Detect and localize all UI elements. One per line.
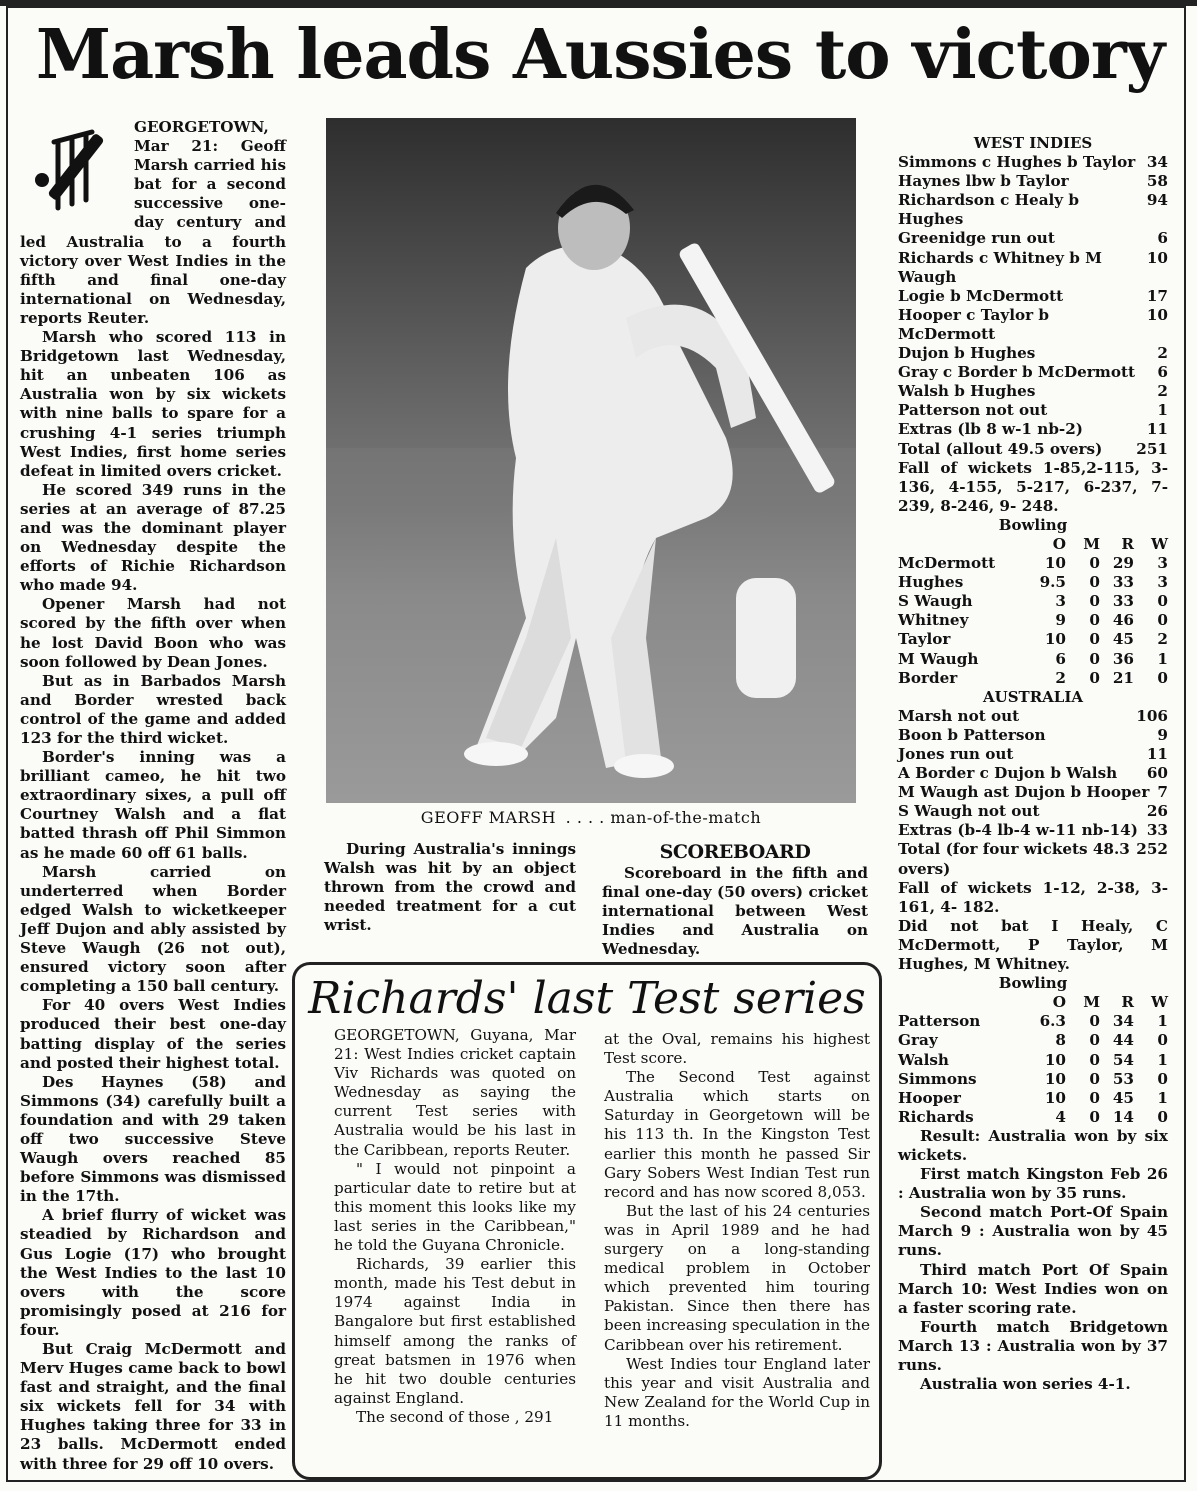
batting-row <box>898 401 1168 420</box>
runs-value: 11 <box>1146 745 1168 763</box>
sidebar-paragraph: " I would not pinpoint a particular date to retire but at this moment this looks like my last series in the Caribbean," he told the Guyana Chronicle. <box>334 1159 576 1255</box>
did-not-bat: Did not bat I Healy, C McDermott, P Taylor, M Hughes, M Whitney. <box>898 916 1168 974</box>
story-paragraph: Opener Marsh had not scored by the fifth over when he lost David Boon who was soon followed by Dean Jones. <box>20 595 286 671</box>
batsman-entry: Richardson c Healy b Hughes <box>898 191 1080 229</box>
bowling-figure: 10 <box>1044 1050 1066 1069</box>
bowling-figure: 6.3 <box>1039 1012 1066 1031</box>
bowling-figure: 0 <box>1089 1031 1100 1050</box>
runs-value: 6 <box>1157 229 1168 248</box>
scoreboard-intro <box>602 840 868 959</box>
bowling-figure: 54 <box>1112 1050 1134 1069</box>
photo-caption <box>326 808 856 827</box>
caption-dots: . . . . <box>565 808 605 827</box>
bowling-figure: 21 <box>1112 668 1134 687</box>
sidebar-paragraph: But the last of his 24 centuries was in April 1989 and he had surgery on a long-standing medical problem in October which prevented him touring Pakistan. Since then there has been increasing speculation in the Caribbean over his retirement. <box>604 1201 870 1354</box>
batting-row <box>898 440 1168 459</box>
batting-row <box>898 707 1168 726</box>
batting-row <box>898 420 1168 439</box>
bowling-figure: 0 <box>1157 611 1168 630</box>
bowling-figure: 44 <box>1112 1031 1134 1050</box>
main-story-column <box>20 118 286 1474</box>
bowling-figure: 0 <box>1089 649 1100 668</box>
batting-row <box>898 172 1168 191</box>
runs-value: 1 <box>1157 401 1168 420</box>
story-paragraph: GEORGETOWN, Mar 21: Geoff Marsh carried his bat for a second successive one-day century and led Australia to a fourth victory over West Indies in the fifth and final one-day international on Wednesday, reports Reuter. <box>20 118 286 327</box>
bowling-col-header: R <box>1121 534 1134 553</box>
bowling-row <box>898 1031 1168 1050</box>
runs-value: 106 <box>1136 706 1168 725</box>
bowler-name: Patterson <box>898 1012 981 1031</box>
bowling-figure: 0 <box>1089 1012 1100 1031</box>
bowling-figure: 1 <box>1157 1050 1168 1069</box>
batsman-entry: M Waugh ast Dujon b Hooper <box>898 783 1150 802</box>
bowling-row <box>898 1089 1168 1108</box>
runs-value: 10 <box>1146 248 1168 267</box>
bowling-header-row <box>898 993 1168 1012</box>
bowling-col-header: W <box>1150 534 1168 553</box>
bowling-header-row <box>898 535 1168 554</box>
batsman-photo-image <box>326 118 856 803</box>
story-paragraph: Marsh who scored 113 in Bridgetown last Wednesday, hit an unbeaten 106 as Australia won by six wickets with nine balls to spare for a crushing 4-1 series triumph West Indies, first home series defeat in limited overs cricket. <box>20 328 286 480</box>
runs-value: 2 <box>1157 344 1168 363</box>
batting-row <box>898 745 1168 764</box>
batsman-entry: S Waugh not out <box>898 802 1040 821</box>
batsman-entry: Hooper c Taylor b McDermott <box>898 305 1050 343</box>
bowler-name: Walsh <box>898 1050 949 1069</box>
bowling-figure: 0 <box>1089 592 1100 611</box>
bowling-figure: 10 <box>1044 554 1066 573</box>
main-story-continued <box>324 840 576 935</box>
bowling-figure: 0 <box>1089 668 1100 687</box>
match-result: Second match Port-Of Spain March 9 : Australia won by 45 runs. <box>898 1203 1168 1260</box>
batting-row <box>898 726 1168 745</box>
bowling-row <box>898 554 1168 573</box>
bowling-figure: 6 <box>1055 649 1066 668</box>
caption-role: man-of-the-match <box>610 808 762 827</box>
sidebar-paragraph: West Indies tour England later this year and visit Australia and New Zealand for the World Cup in 11 months. <box>604 1354 870 1430</box>
runs-value: 7 <box>1157 783 1168 802</box>
bowling-figure: 45 <box>1112 630 1134 649</box>
bowling-figure: 0 <box>1089 1050 1100 1069</box>
bowling-figure: 0 <box>1157 1069 1168 1088</box>
bowling-col-header: M <box>1083 993 1100 1012</box>
batting-row <box>898 840 1168 878</box>
bowling-figure: 53 <box>1112 1069 1134 1088</box>
bowling-figure: 29 <box>1112 554 1134 573</box>
bowling-figure: 33 <box>1112 573 1134 592</box>
bowler-name: Hooper <box>898 1088 961 1107</box>
batting-row <box>898 153 1168 172</box>
player-photo <box>326 118 856 803</box>
bowling-row <box>898 1070 1168 1089</box>
headline: Marsh leads Aussies to victory <box>35 15 1165 95</box>
bowling-figure: 3 <box>1055 592 1066 611</box>
bowling-figure: 0 <box>1089 1107 1100 1126</box>
batsman-entry: Jones run out <box>898 745 1014 763</box>
bowling-figure: 4 <box>1055 1107 1066 1126</box>
bowling-figure: 14 <box>1112 1107 1134 1126</box>
bowling-figure: 9.5 <box>1039 573 1066 592</box>
bowling-figure: 0 <box>1089 630 1100 649</box>
batsman-entry: Walsh b Hughes <box>898 382 1036 401</box>
bowling-row <box>898 573 1168 592</box>
runs-value: 9 <box>1157 725 1168 744</box>
bowling-figure: 34 <box>1112 1012 1134 1031</box>
bowler-name: McDermott <box>898 554 996 573</box>
aus-batting-heading: AUSTRALIA <box>982 687 1084 706</box>
bowling-figure: 1 <box>1157 1012 1168 1031</box>
bowler-name: Simmons <box>898 1069 977 1088</box>
bowling-figure: 1 <box>1157 1088 1168 1107</box>
aus-fall-of-wickets: Fall of wickets 1-12, 2-38, 3-161, 4- 182. <box>898 878 1168 916</box>
runs-value: 252 <box>1136 840 1168 859</box>
sidebar-paragraph: at the Oval, remains his highest Test score. <box>604 1030 870 1068</box>
batting-row <box>898 802 1168 821</box>
bowling-row <box>898 630 1168 649</box>
bowling-figure: 9 <box>1055 611 1066 630</box>
batsman-entry: Marsh not out <box>898 706 1020 725</box>
bowling-row <box>898 650 1168 669</box>
bowling-row <box>898 592 1168 611</box>
batting-row <box>898 249 1168 287</box>
batting-row <box>898 287 1168 306</box>
wi-bowling-table <box>898 993 1168 1127</box>
bowling-figure: 0 <box>1089 554 1100 573</box>
batsman-entry: Greenidge run out <box>898 229 1055 248</box>
wi-fall-of-wickets: Fall of wickets 1-85,2-115, 3-136, 4-155, 5-217, 6-237, 7-239, 8-246, 9- 248. <box>898 458 1168 515</box>
scoreboard-column <box>898 134 1168 1394</box>
runs-value: 33 <box>1146 821 1168 840</box>
batsman-entry: Simmons c Hughes b Taylor <box>898 153 1136 172</box>
bowling-figure: 33 <box>1112 592 1134 611</box>
aus-batting-list <box>898 707 1168 879</box>
runs-value: 26 <box>1146 802 1168 821</box>
bowling-figure: 0 <box>1157 592 1168 611</box>
story-paragraph: Border's inning was a brilliant cameo, he hit two extraordinary sixes, a pull off Courtney Walsh and a flat batted thrash off Phil Simmon as he made 60 off 61 balls. <box>20 748 286 862</box>
sidebar-paragraph: GEORGETOWN, Guyana, Mar 21: West Indies cricket captain Viv Richards was quoted on Wednesday as saying the current Test series with Australia would be his last in the Caribbean, reports Reuter. <box>334 1026 576 1159</box>
match-result: First match Kingston Feb 26 : Australia won by 35 runs. <box>898 1165 1168 1203</box>
batsman-entry: A Border c Dujon b Walsh <box>898 764 1118 783</box>
bowler-header <box>898 535 1032 554</box>
batsman-entry: Total (allout 49.5 overs) <box>898 439 1103 458</box>
bowling-figure: 45 <box>1112 1088 1134 1107</box>
runs-value: 94 <box>1146 191 1168 210</box>
runs-value: 17 <box>1146 286 1168 305</box>
runs-value: 58 <box>1146 172 1168 191</box>
runs-value: 10 <box>1146 305 1168 324</box>
bowling-figure: 36 <box>1112 649 1134 668</box>
bowling-figure: 0 <box>1157 668 1168 687</box>
bowling-figure: 2 <box>1157 630 1168 649</box>
bowler-header <box>898 993 1032 1012</box>
aus-bowling-heading: Bowling <box>998 515 1068 534</box>
bowler-name: Border <box>898 668 958 687</box>
story-paragraph: For 40 overs West Indies produced their best one-day batting display of the series and posted their highest total. <box>20 996 286 1072</box>
batting-row <box>898 783 1168 802</box>
cricket-stumps-icon <box>20 120 124 222</box>
runs-value: 34 <box>1146 153 1168 172</box>
bowling-figure: 0 <box>1157 1031 1168 1050</box>
bowling-row <box>898 1108 1168 1127</box>
story-paragraph: During Australia's innings Walsh was hit by an object thrown from the crowd and needed treatment for a cut wrist. <box>324 840 576 935</box>
runs-value: 6 <box>1157 363 1168 382</box>
sidebar-column-1 <box>334 1026 576 1427</box>
bowler-name: Hughes <box>898 573 964 592</box>
bowling-col-header: O <box>1052 993 1066 1012</box>
bowling-figure: 0 <box>1089 573 1100 592</box>
sidebar-title: Richards' last Test series <box>308 973 866 1024</box>
bowling-row <box>898 1051 1168 1070</box>
story-paragraph: He scored 349 runs in the series at an average of 87.25 and was the dominant player on Wednesday despite the efforts of Richie Richardson who made 94. <box>20 480 286 595</box>
bowling-figure: 0 <box>1089 1088 1100 1107</box>
story-paragraph: But as in Barbados Marsh and Border wrested back control of the game and added 123 for the third wicket. <box>20 671 286 747</box>
bowler-name: S Waugh <box>898 592 973 611</box>
wi-batting-heading: WEST INDIES <box>973 134 1093 152</box>
scoreboard-intro-text: Scoreboard in the fifth and final one-day (50 overs) cricket international between West Indies and Australia on Wednesday. <box>602 864 868 959</box>
bowling-col-header: R <box>1121 993 1134 1012</box>
sidebar-column-2 <box>604 1030 870 1431</box>
bowling-figure: 46 <box>1112 611 1134 630</box>
bowling-figure: 3 <box>1157 554 1168 573</box>
bowling-figure: 0 <box>1089 611 1100 630</box>
runs-value: 11 <box>1146 420 1168 439</box>
batsman-entry: Extras (lb 8 w-1 nb-2) <box>898 420 1083 439</box>
caption-name: GEOFF MARSH <box>420 808 557 827</box>
bowling-row <box>898 669 1168 688</box>
bowling-figure: 0 <box>1157 1107 1168 1126</box>
bowling-col-header: M <box>1083 534 1100 553</box>
runs-value: 60 <box>1146 764 1168 783</box>
batting-row <box>898 191 1168 229</box>
batsman-entry: Boon b Patterson <box>898 725 1046 744</box>
scoreboard-heading: SCOREBOARD <box>659 841 811 863</box>
batsman-entry: Extras (b-4 lb-4 w-11 nb-14) <box>898 821 1138 840</box>
bowling-figure: 10 <box>1044 1088 1066 1107</box>
sidebar-paragraph: The second of those , 291 <box>356 1407 554 1426</box>
batsman-entry: Haynes lbw b Taylor <box>898 172 1069 191</box>
batting-row <box>898 821 1168 840</box>
runs-value: 251 <box>1136 439 1168 458</box>
bowler-name: Richards <box>898 1107 974 1126</box>
bowling-figure: 0 <box>1089 1069 1100 1088</box>
bowling-figure: 2 <box>1055 668 1066 687</box>
batting-row <box>898 229 1168 248</box>
story-paragraph: Marsh carried on underterred when Border edged Walsh to wicketkeeper Jeff Dujon and ably assisted by Steve Waugh (26 not out), ensured victory soon after completing a 150 ball century. <box>20 862 286 996</box>
bowler-name: Gray <box>898 1031 938 1050</box>
bowling-col-header: W <box>1150 993 1168 1012</box>
batting-row <box>898 344 1168 363</box>
bowling-figure: 1 <box>1157 649 1168 668</box>
batsman-entry: Dujon b Hughes <box>898 344 1036 363</box>
batting-row <box>898 764 1168 783</box>
wi-batting-list <box>898 153 1168 459</box>
sidebar-paragraph: Richards, 39 earlier this month, made his Test debut in 1974 against India in Bangalore but first established himself among the ranks of great batsmen in 1976 when he hit two double centuries against England. <box>334 1255 576 1407</box>
bowling-figure: 3 <box>1157 573 1168 592</box>
story-paragraph: A brief flurry of wicket was steadied by Richardson and Gus Logie (17) who brought the West Indies to the last 10 overs with the score promisingly posed at 216 for four. <box>20 1206 286 1339</box>
bowler-name: Taylor <box>898 630 951 649</box>
sidebar-paragraph: The Second Test against Australia which starts on Saturday in Georgetown will be his 113 th. In the Kingston Test earlier this month he passed Sir Gary Sobers West Indian Test run record and has now scored 8,053. <box>604 1068 870 1201</box>
batting-row <box>898 306 1168 344</box>
bowling-row <box>898 611 1168 630</box>
match-result: Third match Port Of Spain March 10: West Indies won on a faster scoring rate. <box>898 1260 1168 1317</box>
bowling-figure: 10 <box>1044 1069 1066 1088</box>
bowling-row <box>898 1012 1168 1031</box>
batsman-entry: Total (for four wickets 48.3 overs) <box>898 840 1130 878</box>
bowler-name: M Waugh <box>898 649 979 668</box>
batsman-entry: Logie b McDermott <box>898 286 1064 305</box>
batting-row <box>898 363 1168 382</box>
runs-value: 2 <box>1157 382 1168 401</box>
batting-row <box>898 382 1168 401</box>
match-result: Fourth match Bridgetown March 13 : Australia won by 37 runs. <box>898 1317 1168 1374</box>
match-result: Australia won series 4-1. <box>920 1375 1131 1394</box>
aus-bowling-table <box>898 535 1168 688</box>
story-paragraph: Des Haynes (58) and Simmons (34) carefully built a foundation and with 29 taken off two successive Steve Waugh overs reached 85 before Simmons was dismissed in the 17th. <box>20 1072 286 1206</box>
batsman-entry: Gray c Border b McDermott <box>898 363 1136 382</box>
batsman-entry: Richards c Whitney b M Waugh <box>898 248 1102 286</box>
batsman-entry: Patterson not out <box>898 401 1048 420</box>
bowler-name: Whitney <box>898 611 969 630</box>
match-result: Result: Australia won by six wickets. <box>898 1126 1168 1164</box>
story-paragraph: But Craig McDermott and Merv Huges came back to bowl fast and straight, and the final six wickets fell for 34 with Hughes taking three for 33 in 23 balls. McDermott ended with three for 29 off 10 overs. <box>20 1340 286 1473</box>
bowling-figure: 10 <box>1044 630 1066 649</box>
wi-bowling-heading: Bowling <box>998 974 1068 993</box>
series-results <box>898 1127 1168 1394</box>
bowling-figure: 8 <box>1055 1031 1066 1050</box>
bowling-col-header: O <box>1052 534 1066 553</box>
